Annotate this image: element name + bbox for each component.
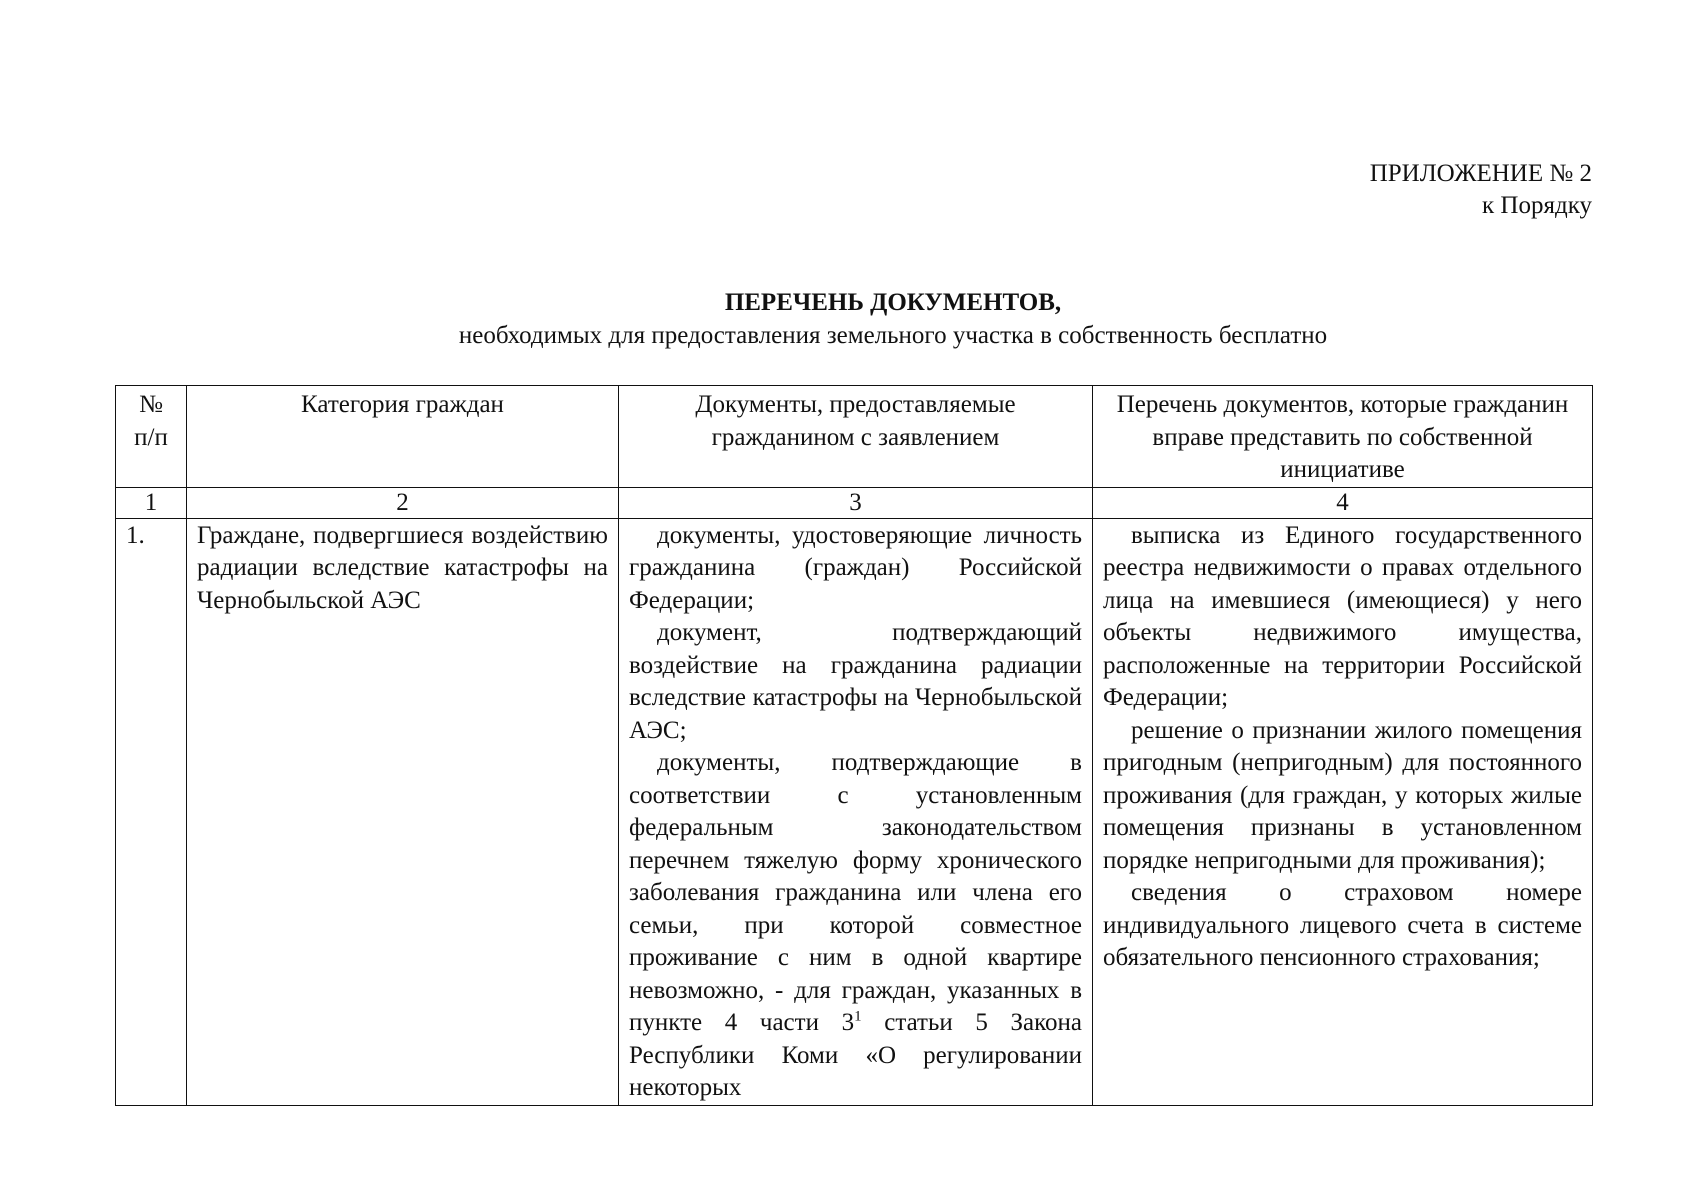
column-header-documents: Документы, предоставляемые гражданином с заявлением [619,386,1093,488]
column-header-number: № п/п [116,386,187,488]
table-header-row [116,386,1593,488]
document-item-text: документы, подтверждающие в соответствии с установленным федеральным законодательством перечнем тяжелую форму хронического заболевания гражданина или члена его семьи, при которой совместное проживание с ним в одной квартире невозможно, - для граждан, указанных в пункте 4 части 3 [629,749,1082,1036]
row-number: 1. [116,518,187,1105]
column-numbers-row [116,487,1593,518]
optional-document-item: выписка из Единого государственного реестра недвижимости о правах отдельного лица на имевшиеся (имеющиеся) у него объекты недвижимого имущества, расположенные на территории Российской Федерации; [1103,521,1582,711]
document-title: ПЕРЕЧЕНЬ ДОКУМЕНТОВ, [724,289,1062,316]
appendix-number: ПРИЛОЖЕНИЕ № 2 [1369,160,1592,187]
documents-with-application-cell [619,518,1093,1105]
optional-document-item: решение о признании жилого помещения пригодным (непригодным) для постоянного проживания (для граждан, у которых жилые помещения признаны в установленном порядке непригодными для проживания); [1103,716,1582,874]
superscript: 1 [854,1008,862,1025]
document-item-text-continued: статьи 5 Закона Республики Коми «О регулировании некоторых [629,1009,1082,1101]
document-item: документ, подтверждающий воздействие на гражданина радиации вследствие катастрофы на Чернобыльской АЭС; [629,619,1082,744]
appendix-header [1370,158,1592,222]
column-number: 1 [116,487,187,518]
citizen-category: Граждане, подвергшиеся воздействию радиации вследствие катастрофы на Чернобыльской АЭС [187,518,619,1105]
column-number: 3 [619,487,1093,518]
document-item [629,747,1082,1105]
optional-documents-cell [1093,518,1593,1105]
appendix-reference: к Порядку [1482,192,1592,219]
column-header-optional-documents: Перечень документов, которые гражданин вправе представить по собственной инициативе [1093,386,1593,488]
documents-table [115,385,1593,1106]
optional-document-item: сведения о страховом номере индивидуального лицевого счета в системе обязательного пенсионного страхования; [1103,879,1582,971]
document-item: документы, удостоверяющие личность гражданина (граждан) Российской Федерации; [629,521,1082,614]
column-header-category: Категория граждан [187,386,619,488]
table-row [116,518,1593,1105]
column-number: 2 [187,487,619,518]
column-number: 4 [1093,487,1593,518]
document-subtitle: необходимых для предоставления земельного участка в собственность бесплатно [458,322,1328,349]
